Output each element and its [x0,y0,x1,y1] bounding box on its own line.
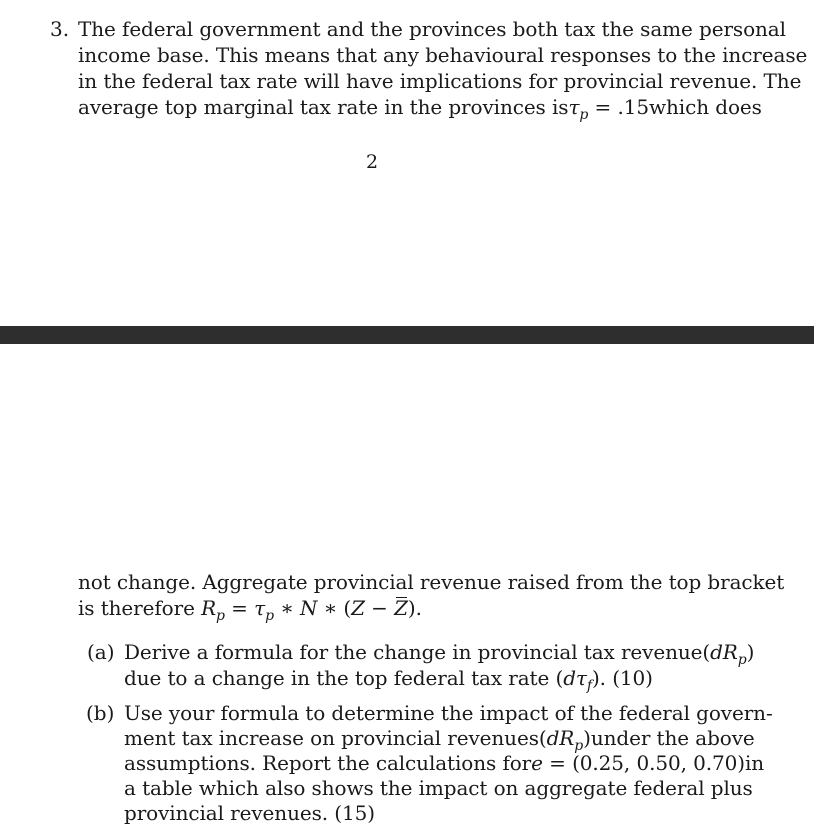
part-b-line-3 [124,751,765,776]
part-a-line-2-prefix: due to a change in the top federal tax rate [124,666,550,690]
part-b-line-5 [124,801,375,826]
part-b-line-3-suffix: in [744,751,765,775]
part-b-line-1: Use your formula to determine the impact of the federal govern- [124,701,773,725]
part-b-line-3-prefix: assumptions. Report the calculations for [124,751,532,775]
part-a-line-1-prefix: Derive a formula for the change in provincial tax revenue [124,640,703,664]
page-bottom [0,344,814,836]
page-top [0,0,814,326]
provincial-revenue-formula: $R_p = \tau_p$ ∗ N ∗ (Z − Z). [201,596,422,624]
part-b-line-2-suffix: under the above [590,726,755,750]
question-line-4-suffix: which does [649,95,762,119]
question-line-4 [78,95,762,123]
part-b-points: (15) [334,801,375,825]
tau-p-equation: $\tau_p = .15$ [568,95,649,123]
elasticity-values: e = (0.25, 0.50, 0.70) [531,751,745,775]
dRp-expression-b: $(dR_p)$ [538,726,591,754]
question-line-3: in the federal tax rate will have implications for provincial revenue. The [78,69,802,93]
part-b-line-5-text: provincial revenues. [124,801,329,825]
part-b-line-2 [124,726,755,754]
part-a-points: (10) [612,666,653,690]
part-a-label: (a) [87,640,115,664]
question-line-4-prefix: average top marginal tax rate in the provinces is [78,95,569,119]
part-a-line-2 [124,666,653,694]
question-number: 3. [50,17,70,41]
dtau-f-expression: $(d\tau_f)$. [555,666,606,694]
part-a-line-1 [124,640,755,668]
continuation-line-2 [78,596,422,624]
continuation-line-2-prefix: is therefore [78,596,195,620]
part-b-line-2-prefix: ment tax increase on provincial revenues [124,726,539,750]
dRp-expression: $(dR_p)$ [702,640,755,668]
page-number: 2 [366,151,379,173]
continuation-line-1: not change. Aggregate provincial revenue raised from the top bracket [78,570,785,594]
part-b-label: (b) [86,701,115,725]
elasticity-values-list: (0.25, 0.50, 0.70) [572,751,745,775]
question-line-1: The federal government and the provinces both tax the same personal [78,17,786,41]
part-b-line-4: a table which also shows the impact on aggregate federal plus [124,776,753,800]
question-line-2: income base. This means that any behavioural responses to the increase [78,43,808,67]
page-separator [0,326,814,344]
tau-p-value: .15 [617,95,649,119]
